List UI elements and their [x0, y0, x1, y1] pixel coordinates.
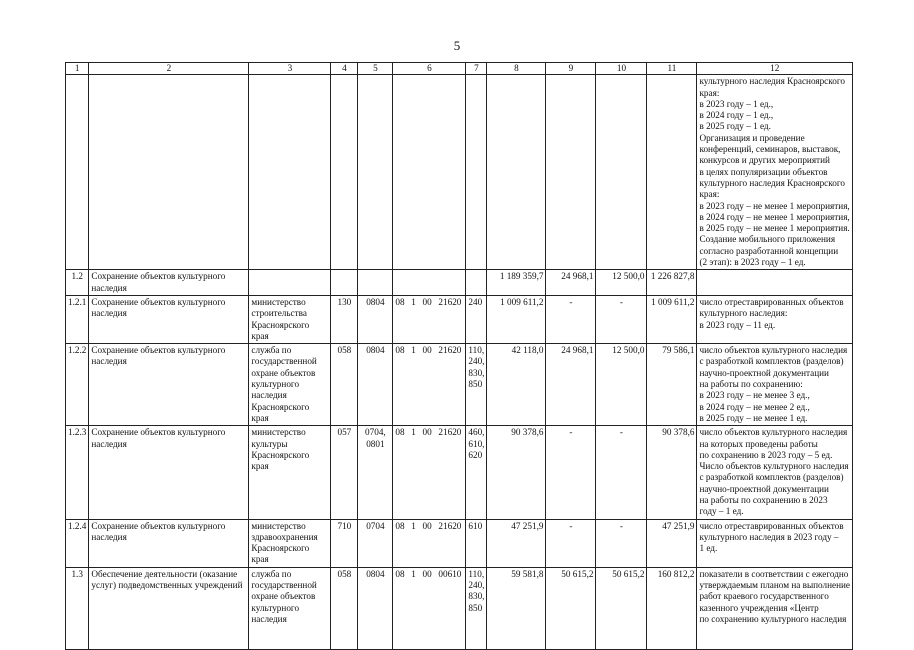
- csr-code-part: 1: [411, 427, 416, 438]
- row-number: 1.2.3: [66, 426, 89, 519]
- vr-code: [466, 270, 487, 296]
- result-line: число объектов культурного наследия: [699, 427, 848, 438]
- csr-code: [393, 344, 466, 426]
- result-line: культурного наследия в 2023 году –: [699, 531, 839, 542]
- result-line: в 2024 году – 1 ед.,: [699, 110, 774, 121]
- result-line: на которых проведены работы: [699, 438, 818, 449]
- result-line: в 2023 году – 1 ед.,: [699, 98, 774, 109]
- result-line: научно-проектной документации: [699, 483, 829, 494]
- amount-total: 160 812,2: [647, 567, 697, 649]
- amount-2024: -: [546, 519, 596, 567]
- vr-code: 110, 240, 830, 850: [466, 344, 487, 426]
- grbs-code: 130: [331, 295, 358, 343]
- result-line: работ краевого государственного: [699, 591, 829, 602]
- csr-code-part: 1: [411, 520, 416, 531]
- csr-code-parts: [395, 297, 463, 308]
- amount-2024: 24 968,1: [546, 270, 596, 296]
- result-line: в 2025 году – 1 ед.: [699, 121, 771, 132]
- amount-2025: -: [596, 519, 647, 567]
- amount-total: 1 009 611,2: [647, 295, 697, 343]
- expected-result: [697, 567, 853, 649]
- csr-code-parts: [395, 345, 463, 356]
- amount-2025: 12 500,0: [596, 270, 647, 296]
- result-line: по сохранению культурного наследия: [699, 613, 847, 624]
- grbs-code: [331, 270, 358, 296]
- executor: служба по государственной охране объектов культурного наследия Красноярского края: [249, 344, 331, 426]
- result-line: (2 этап): в 2023 году – 1 ед.: [699, 257, 806, 268]
- column-number: 9: [546, 63, 596, 75]
- result-line: по сохранению в 2023 году – 5 ед.: [699, 449, 833, 460]
- result-line: конкурсов и других мероприятий: [699, 155, 830, 166]
- grbs-code: 710: [331, 519, 358, 567]
- amount-2025: -: [596, 426, 647, 519]
- table-row: [66, 567, 853, 649]
- executor: [249, 270, 331, 296]
- column-number: 5: [358, 63, 393, 75]
- amount-2023: 1 009 611,2: [487, 295, 546, 343]
- csr-code-part: 1: [411, 296, 416, 307]
- result-line: культурного наследия Красноярского: [699, 177, 845, 188]
- amount-2024: 50 615,2: [546, 567, 596, 649]
- csr-code: [393, 295, 466, 343]
- csr-code-part: 08: [395, 568, 405, 579]
- result-line: в 2025 году – не менее 1 ед.: [699, 412, 808, 423]
- rzpr-code: [358, 270, 393, 296]
- result-line: на работы по сохранению в 2023: [699, 494, 828, 505]
- budget-table: [65, 62, 853, 650]
- expected-result: [697, 270, 853, 296]
- vr-code: 240: [466, 295, 487, 343]
- csr-code-part: 00: [422, 520, 432, 531]
- row-number: 1.3: [66, 567, 89, 649]
- amount-2025: 50 615,2: [596, 567, 647, 649]
- result-line: утверждаемым планом на выполнение: [699, 580, 851, 591]
- amount-2025: -: [596, 295, 647, 343]
- rzpr-code: 0704, 0801: [358, 426, 393, 519]
- csr-code-part: 08: [395, 427, 405, 438]
- row-number: 1.2.4: [66, 519, 89, 567]
- result-line: в 2023 году – не менее 3 ед.,: [699, 390, 810, 401]
- column-number: 10: [596, 63, 647, 75]
- result-line: показатели в соответствии с ежегодно: [699, 568, 849, 579]
- amount-2023: 42 118,0: [487, 344, 546, 426]
- expected-result: [697, 344, 853, 426]
- rzpr-code: 0804: [358, 344, 393, 426]
- result-line: края:: [699, 189, 720, 200]
- csr-code-part: 08: [395, 520, 405, 531]
- result-line: число объектов культурного наследия: [699, 345, 848, 356]
- column-number: 2: [89, 63, 249, 75]
- result-line: году – 1 ед.: [699, 506, 744, 517]
- result-line: число отреставрированных объектов: [699, 520, 844, 531]
- result-line: с разработкой комплектов (разделов): [699, 472, 844, 483]
- csr-code-part: 00: [422, 427, 432, 438]
- result-line: Создание мобильного приложения: [699, 234, 836, 245]
- result-line: число отреставрированных объектов: [699, 296, 844, 307]
- row-number: 1.2.2: [66, 344, 89, 426]
- column-number: 12: [697, 63, 853, 75]
- grbs-code: 058: [331, 567, 358, 649]
- amount-2025: 12 500,0: [596, 344, 647, 426]
- row-number: 1.2.1: [66, 295, 89, 343]
- column-number: 11: [647, 63, 697, 75]
- column-number: 7: [466, 63, 487, 75]
- column-number-row: [66, 63, 853, 75]
- csr-code-part: 1: [411, 568, 416, 579]
- amount-2023: 1 189 359,7: [487, 270, 546, 296]
- grbs-code: 058: [331, 344, 358, 426]
- csr-code-part: 1: [411, 345, 416, 356]
- column-number: 3: [249, 63, 331, 75]
- column-number: 6: [393, 63, 466, 75]
- event-name: Сохранение объектов культурного наследия: [89, 426, 249, 519]
- amount-total: 1 226 827,8: [647, 270, 697, 296]
- amount-2024: -: [546, 426, 596, 519]
- event-name: Сохранение объектов культурного наследия: [89, 519, 249, 567]
- amount-2023: 47 251,9: [487, 519, 546, 567]
- csr-code-part: 21620: [438, 427, 462, 438]
- csr-code-part: 08: [395, 345, 405, 356]
- result-line: культурного наследия:: [699, 308, 788, 319]
- result-line: в 2025 году – не менее 1 мероприятия.: [699, 223, 850, 234]
- event-name: Сохранение объектов культурного наследия: [89, 295, 249, 343]
- csr-code-part: 08: [395, 296, 405, 307]
- result-line: в 2024 году – не менее 2 ед.,: [699, 401, 810, 412]
- table-row: [66, 344, 853, 426]
- result-line: согласно разработанной концепции: [699, 245, 839, 256]
- result-line: Число объектов культурного наследия: [699, 461, 849, 472]
- result-line: края:: [699, 87, 720, 98]
- amount-2023: 90 378,6: [487, 426, 546, 519]
- amount-2023: 59 581,8: [487, 567, 546, 649]
- csr-code-part: 00: [422, 345, 432, 356]
- expected-result: [697, 426, 853, 519]
- expected-result: [697, 295, 853, 343]
- result-line: культурного наследия Красноярского: [699, 76, 845, 87]
- result-line: в целях популяризации объектов: [699, 166, 828, 177]
- result-line: с разработкой комплектов (разделов): [699, 356, 844, 367]
- amount-total: 90 378,6: [647, 426, 697, 519]
- result-line: Организация и проведение: [699, 132, 805, 143]
- vr-code: 610: [466, 519, 487, 567]
- csr-code-part: 21620: [438, 345, 462, 356]
- vr-code: 460, 610, 620: [466, 426, 487, 519]
- amount-2024: -: [546, 295, 596, 343]
- result-line: научно-проектной документации: [699, 367, 829, 378]
- result-line: 1 ед.: [699, 543, 718, 554]
- continuation-row: [66, 75, 853, 270]
- table-row: [66, 519, 853, 567]
- executor: служба по государственной охране объектов культурного наследия: [249, 567, 331, 649]
- executor: министерство культуры Красноярского края: [249, 426, 331, 519]
- csr-code: [393, 270, 466, 296]
- csr-code: [393, 567, 466, 649]
- rzpr-code: 0804: [358, 567, 393, 649]
- result-line: конференций, семинаров, выставок,: [699, 144, 841, 155]
- amount-total: 47 251,9: [647, 519, 697, 567]
- rzpr-code: 0704: [358, 519, 393, 567]
- rzpr-code: 0804: [358, 295, 393, 343]
- column-number: 4: [331, 63, 358, 75]
- csr-code-parts: [395, 521, 463, 532]
- result-line: казенного учреждения «Центр: [699, 602, 819, 613]
- vr-code: 110, 240, 830, 850: [466, 567, 487, 649]
- event-name: Сохранение объектов культурного наследия: [89, 270, 249, 296]
- amount-2024: 24 968,1: [546, 344, 596, 426]
- event-name: Сохранение объектов культурного наследия: [89, 344, 249, 426]
- csr-code-part: 00610: [438, 568, 462, 579]
- csr-code: [393, 519, 466, 567]
- table-row: [66, 295, 853, 343]
- column-number: 1: [66, 63, 89, 75]
- result-line: в 2023 году – не менее 1 мероприятия,: [699, 200, 850, 211]
- csr-code: [393, 426, 466, 519]
- executor: министерство строительства Красноярского края: [249, 295, 331, 343]
- expected-result: [697, 519, 853, 567]
- result-line: в 2023 году – 11 ед.: [699, 319, 776, 330]
- csr-code-part: 00: [422, 296, 432, 307]
- row-number: 1.2: [66, 270, 89, 296]
- csr-code-part: 00: [422, 568, 432, 579]
- page-number: 5: [453, 38, 461, 53]
- csr-code-parts: [395, 427, 463, 438]
- amount-total: 79 586,1: [647, 344, 697, 426]
- column-number: 8: [487, 63, 546, 75]
- table-row: [66, 426, 853, 519]
- csr-code-part: 21620: [438, 520, 462, 531]
- result-line: на работы по сохранению:: [699, 379, 803, 390]
- grbs-code: 057: [331, 426, 358, 519]
- result-line: в 2024 году – не менее 1 мероприятия,: [699, 211, 850, 222]
- executor: министерство здравоохранения Красноярского края: [249, 519, 331, 567]
- event-name: Обеспечение деятельности (оказание услуг) подведомственных учреждений: [89, 567, 249, 649]
- continuation-result: [697, 75, 853, 270]
- table-row: [66, 270, 853, 296]
- csr-code-part: 21620: [438, 296, 462, 307]
- csr-code-parts: [395, 569, 463, 580]
